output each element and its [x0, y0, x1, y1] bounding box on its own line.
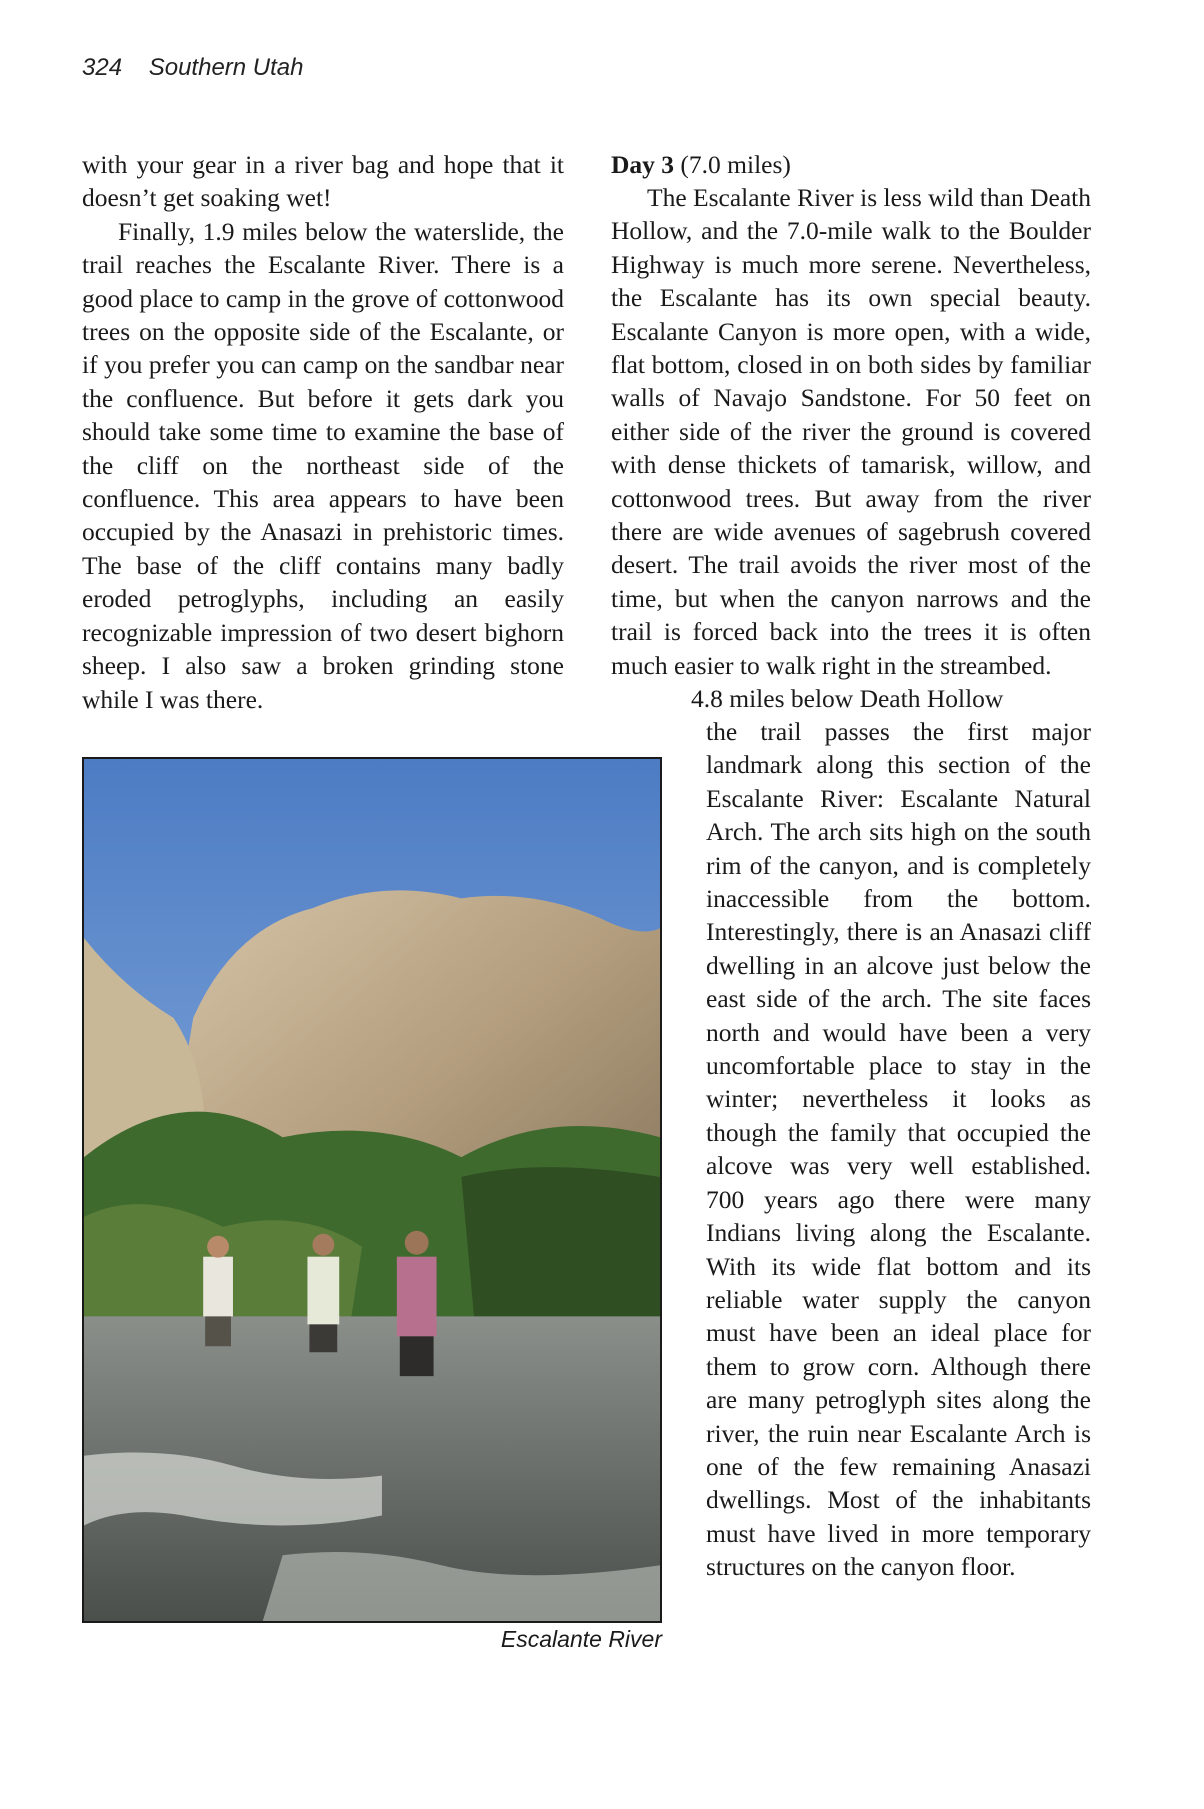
paragraph-continued: the trail passes the first major landmark along this section of the Escalante River: Escalante Natural Arch. The arch sits high on the south rim of the canyon, and is completely inaccessible from the bottom. Interestingly, there is an Anasazi cliff dwelling in an alcove just below the east side of the arch. The site faces north and would have been a very uncomfortable place to stay in the winter; nevertheless it looks as though the family that occupied the alcove was very well established. 700 years ago there were many Indians living along the Escalante. With its wide flat bottom and its reliable water supply the canyon must have been an ideal place for them to grow corn. Although there are many petroglyph sites along the river, the ruin near Escalante Arch is one of the few remaining Anasazi dwellings. Most of the inhabitants must have lived in more temporary structures on the canyon floor.: [706, 717, 1091, 1582]
day-label: Day 3: [611, 150, 675, 179]
escalante-river-photo: [82, 757, 662, 1623]
page-number: 324: [82, 54, 123, 81]
running-title: Southern Utah: [148, 54, 304, 81]
photo-illustration: [84, 759, 660, 1621]
paragraph: The Escalante River is less wild than Death Hollow, and the 7.0-mile walk to the Boulder Highway is much more serene. Nevertheless, the Escalante has its own special beauty. Escalante Canyon is more open, with a wide, flat bottom, closed in on both sides by familiar walls of Navajo Sandstone. For 50 feet on either side of the river the ground is covered with dense thickets of tamarisk, willow, and cottonwood trees. But away from the river there are wide avenues of sagebrush covered desert. The trail avoids the river most of the time, but when the canyon narrows and the trail is forced back into the trees it is often much easier to walk right in the streambed. 4.8 miles below Death Hollow: [611, 183, 1091, 714]
paragraph-first-line: 4.8 miles below Death Hollow: [691, 684, 1004, 714]
day-distance: (7.0 miles): [680, 150, 791, 179]
left-column: [82, 148, 564, 716]
day-heading: [611, 148, 1091, 181]
photo-caption: Escalante River: [500, 1626, 662, 1652]
running-header: [82, 54, 304, 82]
paragraph: with your gear in a river bag and hope that it doesn’t get soaking wet!: [82, 150, 564, 213]
paragraph: Finally, 1.9 miles below the waterslide, the trail reaches the Escalante River. There is a good place to camp in the grove of cottonwood trees on the opposite side of the Escalante, or if you prefer you can camp on the sandbar near the confluence. But before it gets dark you should take some time to examine the base of the cliff on the northeast side of the confluence. This area appears to have been occupied by the Anasazi in prehistoric times. The base of the cliff contains many badly eroded petroglyphs, including an easily recognizable impression of two desert bighorn sheep. I also saw a broken grinding stone while I was there.: [82, 216, 564, 714]
